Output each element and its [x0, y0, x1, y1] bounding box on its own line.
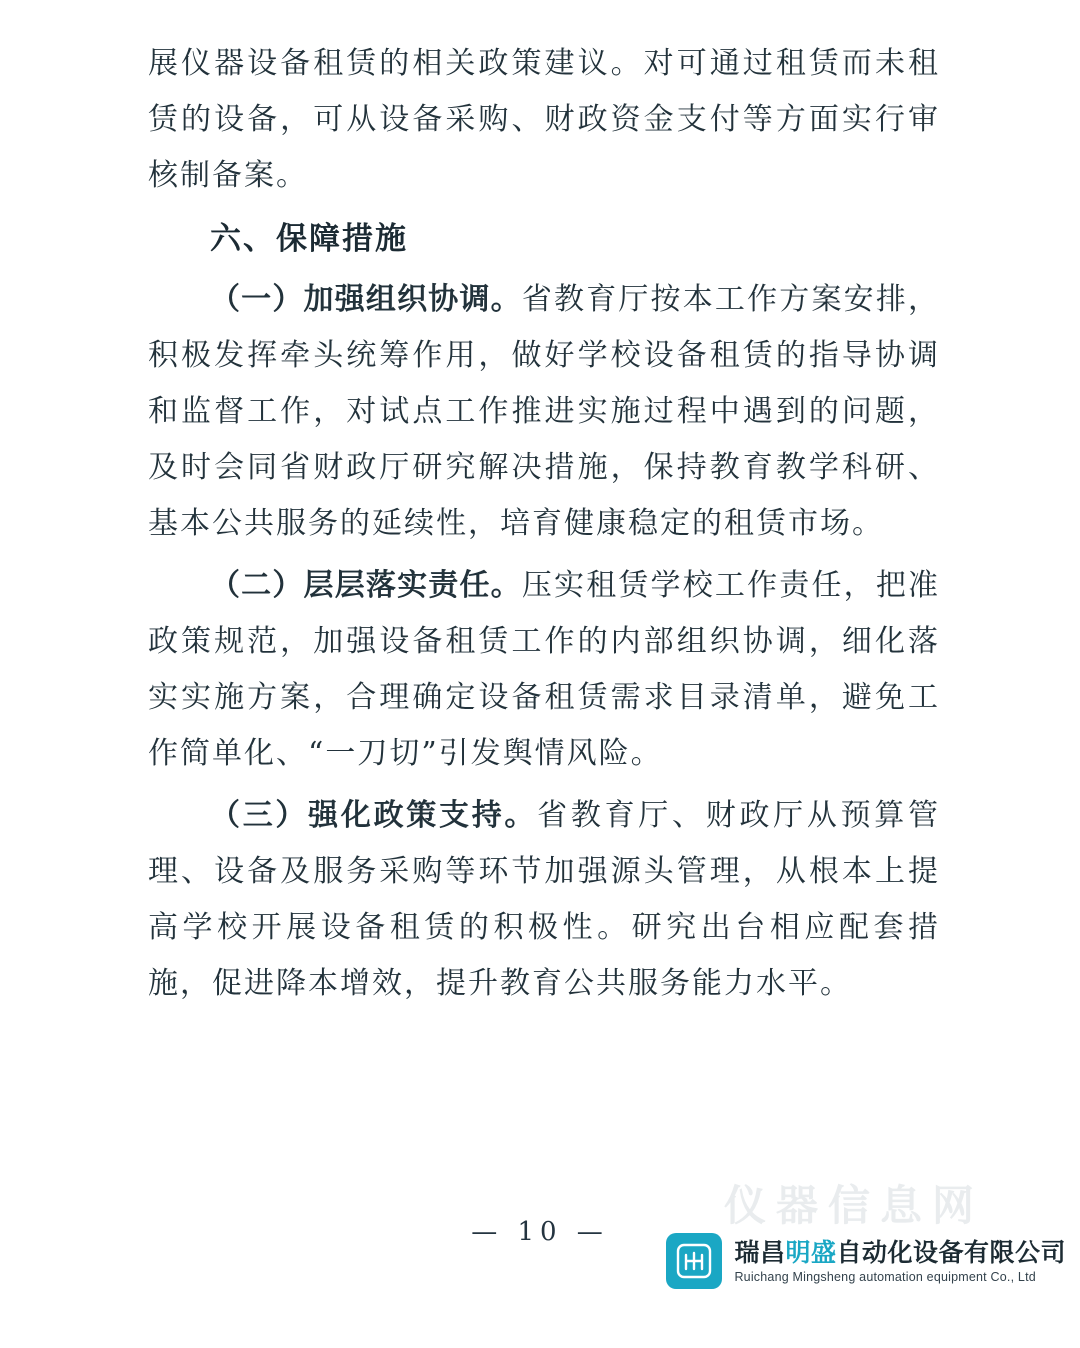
- company-logo-icon: [666, 1233, 722, 1289]
- list-item-2-lead: （二）层层落实责任。: [210, 568, 522, 603]
- list-item-3: [148, 788, 940, 1012]
- company-name-cn-highlight: 明盛: [785, 1237, 837, 1267]
- page-number: — 10 —: [471, 1217, 609, 1247]
- list-item-2: [148, 558, 940, 782]
- company-name-block: [734, 1239, 1066, 1284]
- company-name-cn: [734, 1239, 1066, 1267]
- list-item-1: [148, 272, 940, 552]
- paragraph-continued: 展仪器设备租赁的相关政策建议。对可通过租赁而未租赁的设备，可从设备采购、财政资金支付等方面实行审核制备案。: [148, 46, 940, 193]
- list-item-1-text: 省教育厅按本工作方案安排，积极发挥牵头统筹作用，做好学校设备租赁的指导协调和监督工作，对试点工作推进实施过程中遇到的问题，及时会同省财政厅研究解决措施，保持教育教学科研、基本公共服务的延续性，培育健康稳定的租赁市场。: [148, 282, 941, 541]
- company-name-cn-prefix: 瑞昌: [734, 1237, 786, 1267]
- list-item-3-text: 省教育厅、财政厅从预算管理、设备及服务采购等环节加强源头管理，从根本上提高学校开展设备租赁的积极性。研究出台相应配套措施，促进降本增效，提升教育公共服务能力水平。: [148, 798, 941, 1001]
- list-item-1-lead: （一）加强组织协调。: [210, 282, 522, 317]
- section-heading: 六、保障措施: [210, 221, 408, 257]
- company-name-cn-suffix: 自动化设备有限公司: [836, 1237, 1066, 1267]
- list-item-3-lead: （三）强化政策支持。: [210, 798, 538, 833]
- list-item-2-text: 压实租赁学校工作责任，把准政策规范，加强设备租赁工作的内部组织协调，细化落实实施方案，合理确定设备租赁需求目录清单，避免工作简单化、“一刀切”引发舆情风险。: [148, 568, 941, 771]
- site-watermark: 仪器信息网: [723, 1181, 984, 1230]
- company-branding: [666, 1233, 1066, 1289]
- company-name-en: Ruichang Mingsheng automation equipment Co., Ltd: [734, 1269, 1036, 1284]
